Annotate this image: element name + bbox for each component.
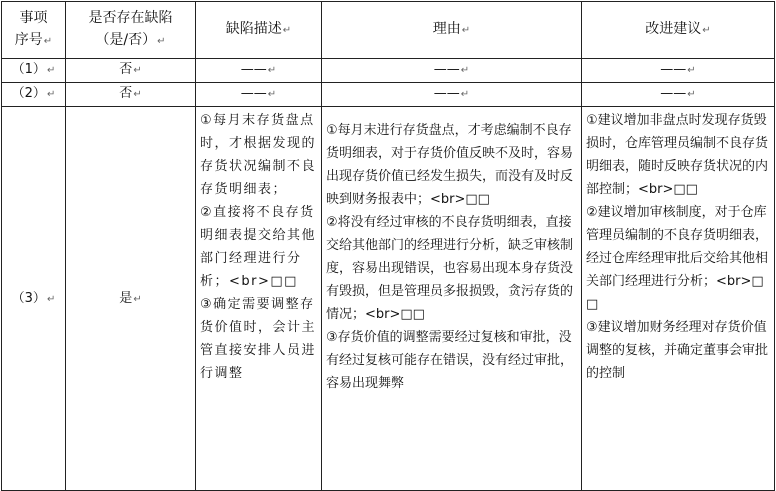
paragraph-mark: ↵ [460, 89, 470, 100]
row-suggestion [582, 107, 775, 491]
table-row [2, 83, 775, 107]
row-no-text: （2） [11, 86, 46, 101]
paragraph-mark: ↵ [461, 25, 471, 36]
header-has-defect [66, 2, 196, 59]
row-reason [322, 59, 582, 83]
row-has-text: 否 [119, 62, 133, 77]
row-reason-text: —— [433, 62, 460, 77]
header-reason-text: 理由 [432, 21, 461, 37]
header-defect-desc [196, 2, 322, 59]
row-has-text: 是 [119, 290, 133, 306]
paragraph-mark: ↵ [133, 65, 142, 76]
reason-item-1: ①每月末进行存货盘点，才考虑编制不良存货明细表，对于存货价值反映不及时，容易出现存货价值已经发生损失，而没有及时反映到财务报表中；<br>□□ [326, 123, 574, 207]
suggestion-item-3: ③建议增加财务经理对存货价值调整的复核，并确定董事会审批的控制 [586, 320, 769, 381]
paragraph-mark: ↵ [702, 25, 711, 36]
row-no-text: （3） [11, 290, 46, 306]
desc-item-1: ①每月末存货盘点时，才根据发现的存货状况编制不良存货明细表； [200, 113, 317, 197]
table-row [2, 59, 775, 83]
reason-item-2: ②将没有经过审核的不良存货明细表，直接交给其他部门的经理进行分析，缺乏审核制度，容易出现错误，也容易出现本身存货没有毁损，但是管理员多报损毁，贪污存货的情况；<br>□□ [326, 215, 574, 322]
paragraph-mark: ↵ [46, 89, 56, 100]
suggestion-item-1: ①建议增加非盘点时发现存货毁损时，仓库管理员编制不良存货明细表，随时反映存货状况的内部控制；<br>□□ [586, 113, 769, 197]
row-suggestion-text: —— [660, 86, 687, 101]
paragraph-mark: ↵ [43, 36, 53, 47]
row-suggestion-text: —— [660, 62, 687, 77]
header-defect-desc-text: 缺陷描述 [225, 21, 282, 37]
row-no [2, 107, 66, 491]
header-item-no [2, 2, 66, 59]
paragraph-mark: ↵ [282, 25, 292, 36]
row-no [2, 83, 66, 107]
row-no [2, 59, 66, 83]
row-desc-text: —— [240, 86, 267, 101]
header-has-defect-text: 是否存在缺陷 （是/否） [88, 10, 173, 48]
paragraph-mark: ↵ [267, 89, 277, 100]
defect-table [1, 1, 775, 491]
row-reason-text: —— [433, 86, 460, 101]
paragraph-mark: ↵ [133, 89, 142, 100]
desc-item-2: ②直接将不良存货明细表提交给其他部门经理进行分析；<br>□□ [200, 205, 317, 289]
row-desc [196, 83, 322, 107]
paragraph-mark: ↵ [46, 293, 56, 305]
header-row [2, 2, 775, 59]
paragraph-mark: ↵ [460, 65, 470, 76]
row-suggestion [582, 59, 775, 83]
row-has-text: 否 [119, 86, 133, 101]
row-desc [196, 59, 322, 83]
header-suggestion-text: 改进建议 [645, 21, 702, 37]
suggestion-item-2: ②建议增加审核制度，对于仓库管理员编制的不良存货明细表，经过仓库经理审批后交给其他相关部门经理进行分析；<br>□□ [586, 205, 769, 312]
row-has-defect [66, 107, 196, 491]
header-item-no-text: 事项 序号 [14, 10, 48, 48]
row-reason [322, 83, 582, 107]
desc-item-3: ③确定需要调整存货价值时，会计主管直接安排人员进行调整 [200, 297, 317, 381]
paragraph-mark: ↵ [133, 293, 142, 305]
row-suggestion [582, 83, 775, 107]
header-suggestion [582, 2, 775, 59]
paragraph-mark: ↵ [46, 65, 56, 76]
row-has-defect [66, 59, 196, 83]
reason-item-3: ③存货价值的调整需要经过复核和审批，没有经过复核可能存在错误，没有经过审批，容易出现舞弊 [326, 330, 574, 391]
row-desc [196, 107, 322, 491]
row-reason [322, 107, 582, 491]
row-has-defect [66, 83, 196, 107]
paragraph-mark: ↵ [687, 89, 696, 100]
row-no-text: （1） [11, 62, 46, 77]
header-reason [322, 2, 582, 59]
row-desc-text: —— [240, 62, 267, 77]
paragraph-mark: ↵ [157, 36, 166, 47]
paragraph-mark: ↵ [267, 65, 277, 76]
paragraph-mark: ↵ [687, 65, 696, 76]
table-row [2, 107, 775, 491]
